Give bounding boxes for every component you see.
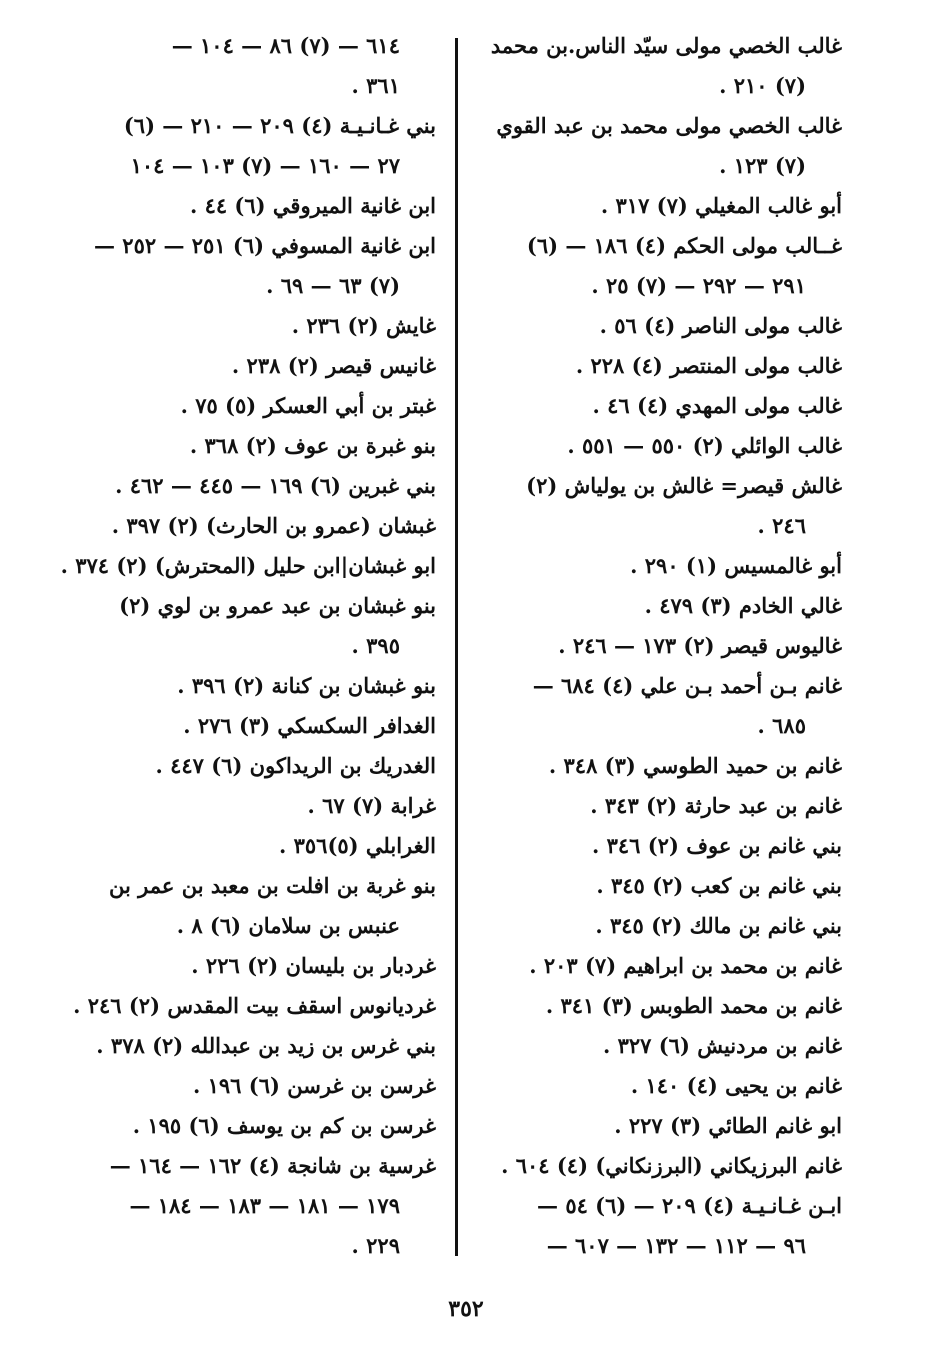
index-entry-continuation: (٧) ١٢٣ . [719, 153, 806, 178]
index-entry: بني غانم بن عوف (٢) ٣٤٦ . [591, 833, 842, 858]
index-entry: غرابة (٧) ٦٧ . [307, 793, 436, 818]
index-entry: غانم بن محمد الطوبس (٣) ٣٤١ . [545, 993, 842, 1018]
index-entry: غــالب مولى الحكم (٤) ١٨٦ — (٦) [526, 233, 842, 258]
index-entry: بنو غبرة بن عوف (٢) ٣٦٨ . [189, 433, 436, 458]
index-entry: غالب الوائلي (٢) ٥٥٠ — ٥٥١ . [567, 433, 842, 458]
index-entry: بنو غربة بن افلت بن معبد بن عمر بن [109, 873, 436, 898]
index-entry: بني غبرين (٦) ١٦٩ — ٤٤٥ — ٤٦٢ . [115, 473, 436, 498]
index-entry: ابو غانم الطائي (٣) ٢٢٧ . [614, 1113, 842, 1138]
index-entry: غالب مولى المنتصر (٤) ٢٢٨ . [575, 353, 842, 378]
index-entry-continuation: ٣٦١ . [351, 73, 400, 98]
index-entry-continuation: ٢٧ — ١٦٠ — (٧) ١٠٣ — ١٠٤ [130, 153, 400, 178]
index-entry: ابن غانية الميروقي (٦) ٤٤ . [189, 193, 436, 218]
index-entry: غالب مولى الناصر (٤) ٥٦ . [599, 313, 842, 338]
index-entry-continuation: (٧) ٦٣ — ٦٩ . [266, 273, 400, 298]
index-entry: غايش (٢) ٢٣٦ . [291, 313, 436, 338]
index-entry: غرسن بن غرسن (٦) ١٩٦ . [192, 1073, 436, 1098]
index-entry: ابو غبشان|ابن حليل (المحترش) (٢) ٣٧٤ . [60, 553, 436, 578]
index-entry-continuation: ٢٩١ — ٢٩٢ — (٧) ٢٥ . [591, 273, 806, 298]
index-entry-continuation: ٢٢٩ . [351, 1233, 400, 1258]
index-entry: بني غانم بن كعب (٢) ٣٤٥ . [596, 873, 842, 898]
index-entry: بني غـانـيـة (٤) ٢٠٩ — ٢١٠ — (٦) [123, 113, 436, 138]
index-entry: ابـن غـانـيـة (٤) ٢٠٩ — (٦) ٥٤ — [537, 1193, 842, 1218]
index-entry-continuation: ٣٩٥ . [351, 633, 400, 658]
index-entry: غرسية بن شانجة (٤) ١٦٢ — ١٦٤ — [109, 1153, 436, 1178]
index-entry: غبتر بن أبي العسكر (٥) ٧٥ . [180, 393, 436, 418]
index-entry-continuation: ٢٤٦ . [757, 513, 806, 538]
index-entry: بني غرس بن زيد بن عبدالله (٢) ٣٧٨ . [96, 1033, 436, 1058]
index-entry: غالب الخصي مولى سيّد الناس.بن محمد [490, 33, 842, 58]
index-entry: غانم بـن أحمد بـن علي (٤) ٦٨٤ — [532, 673, 842, 698]
index-entry: بنو غبشان بن كنانة (٢) ٣٩٦ . [177, 673, 436, 698]
index-entry-continuation: ٩٦ — ١١٢ — ١٣٢ — ٦٠٧ — [546, 1233, 806, 1258]
index-entry: غبشان (عمرو بن الحارث) (٢) ٣٩٧ . [111, 513, 436, 538]
right-column [486, 26, 842, 1266]
index-entry: ابن غانية المسوفي (٦) ٢٥١ — ٢٥٢ — [93, 233, 436, 258]
index-entry: الغرابلي (٥)٣٥٦ . [278, 833, 436, 858]
index-entry: غرسن بن كم بن يوسف (٦) ١٩٥ . [132, 1113, 436, 1138]
index-entry: بنو غبشان بن عبد عمرو بن لوي (٢) [119, 593, 436, 618]
page-number: ٣٥٢ [448, 1296, 484, 1322]
index-entry-continuation: ١٧٩ — ١٨١ — ١٨٣ — ١٨٤ — [129, 1193, 400, 1218]
index-entry-continuation: ٦٨٥ . [757, 713, 806, 738]
index-entry: غانم البرزيكاني (البرزنكاني) (٤) ٦٠٤ . [501, 1153, 842, 1178]
index-entry: غالش قيصر= غالش بن يولياش (٢) [526, 473, 842, 498]
left-column [60, 26, 436, 1266]
index-entry: أبو غالمسيس (١) ٢٩٠ . [630, 553, 842, 578]
index-entry: غانم بن عبد حارثة (٢) ٣٤٣ . [590, 793, 842, 818]
index-entry: أبو غالب المغيلي (٧) ٣١٧ . [600, 193, 842, 218]
index-entry: غردبار بن بليسان (٢) ٢٢٦ . [191, 953, 436, 978]
index-entry: غانم بن حميد الطوسي (٣) ٣٤٨ . [548, 753, 842, 778]
index-entry-continuation: عنبس بن سلامان (٦) ٨ . [176, 913, 400, 938]
index-entry: غانم بن محمد بن ابراهيم (٧) ٢٠٣ . [529, 953, 842, 978]
index-entry: الغدافر السكسكي (٣) ٢٧٦ . [183, 713, 436, 738]
index-entry: غاليوس قيصر (٢) ١٧٣ — ٢٤٦ . [558, 633, 842, 658]
index-entry: غانم بن مردنيش (٦) ٣٢٧ . [602, 1033, 842, 1058]
index-entry: غالب الخصي مولى محمد بن عبد القوي [496, 113, 842, 138]
index-entry-continuation: (٧) ٢١٠ . [719, 73, 806, 98]
index-entry: بني غانم بن مالك (٢) ٣٤٥ . [595, 913, 842, 938]
index-entry: الغدريك بن الريداكون (٦) ٤٤٧ . [155, 753, 436, 778]
column-divider [455, 38, 458, 1256]
index-entry: غالي الخادم (٣) ٤٧٩ . [644, 593, 842, 618]
index-entry: غانم بن يحيى (٤) ١٤٠ . [630, 1073, 842, 1098]
index-entry: غالب مولى المهدي (٤) ٤٦ . [592, 393, 842, 418]
index-entry-continuation: ٦١٤ — (٧) ٨٦ — ١٠٤ — [171, 33, 400, 58]
index-entry: غرديانوس اسقف بيت المقدس (٢) ٢٤٦ . [73, 993, 436, 1018]
index-entry: غانيس قيصر (٢) ٢٣٨ . [231, 353, 436, 378]
